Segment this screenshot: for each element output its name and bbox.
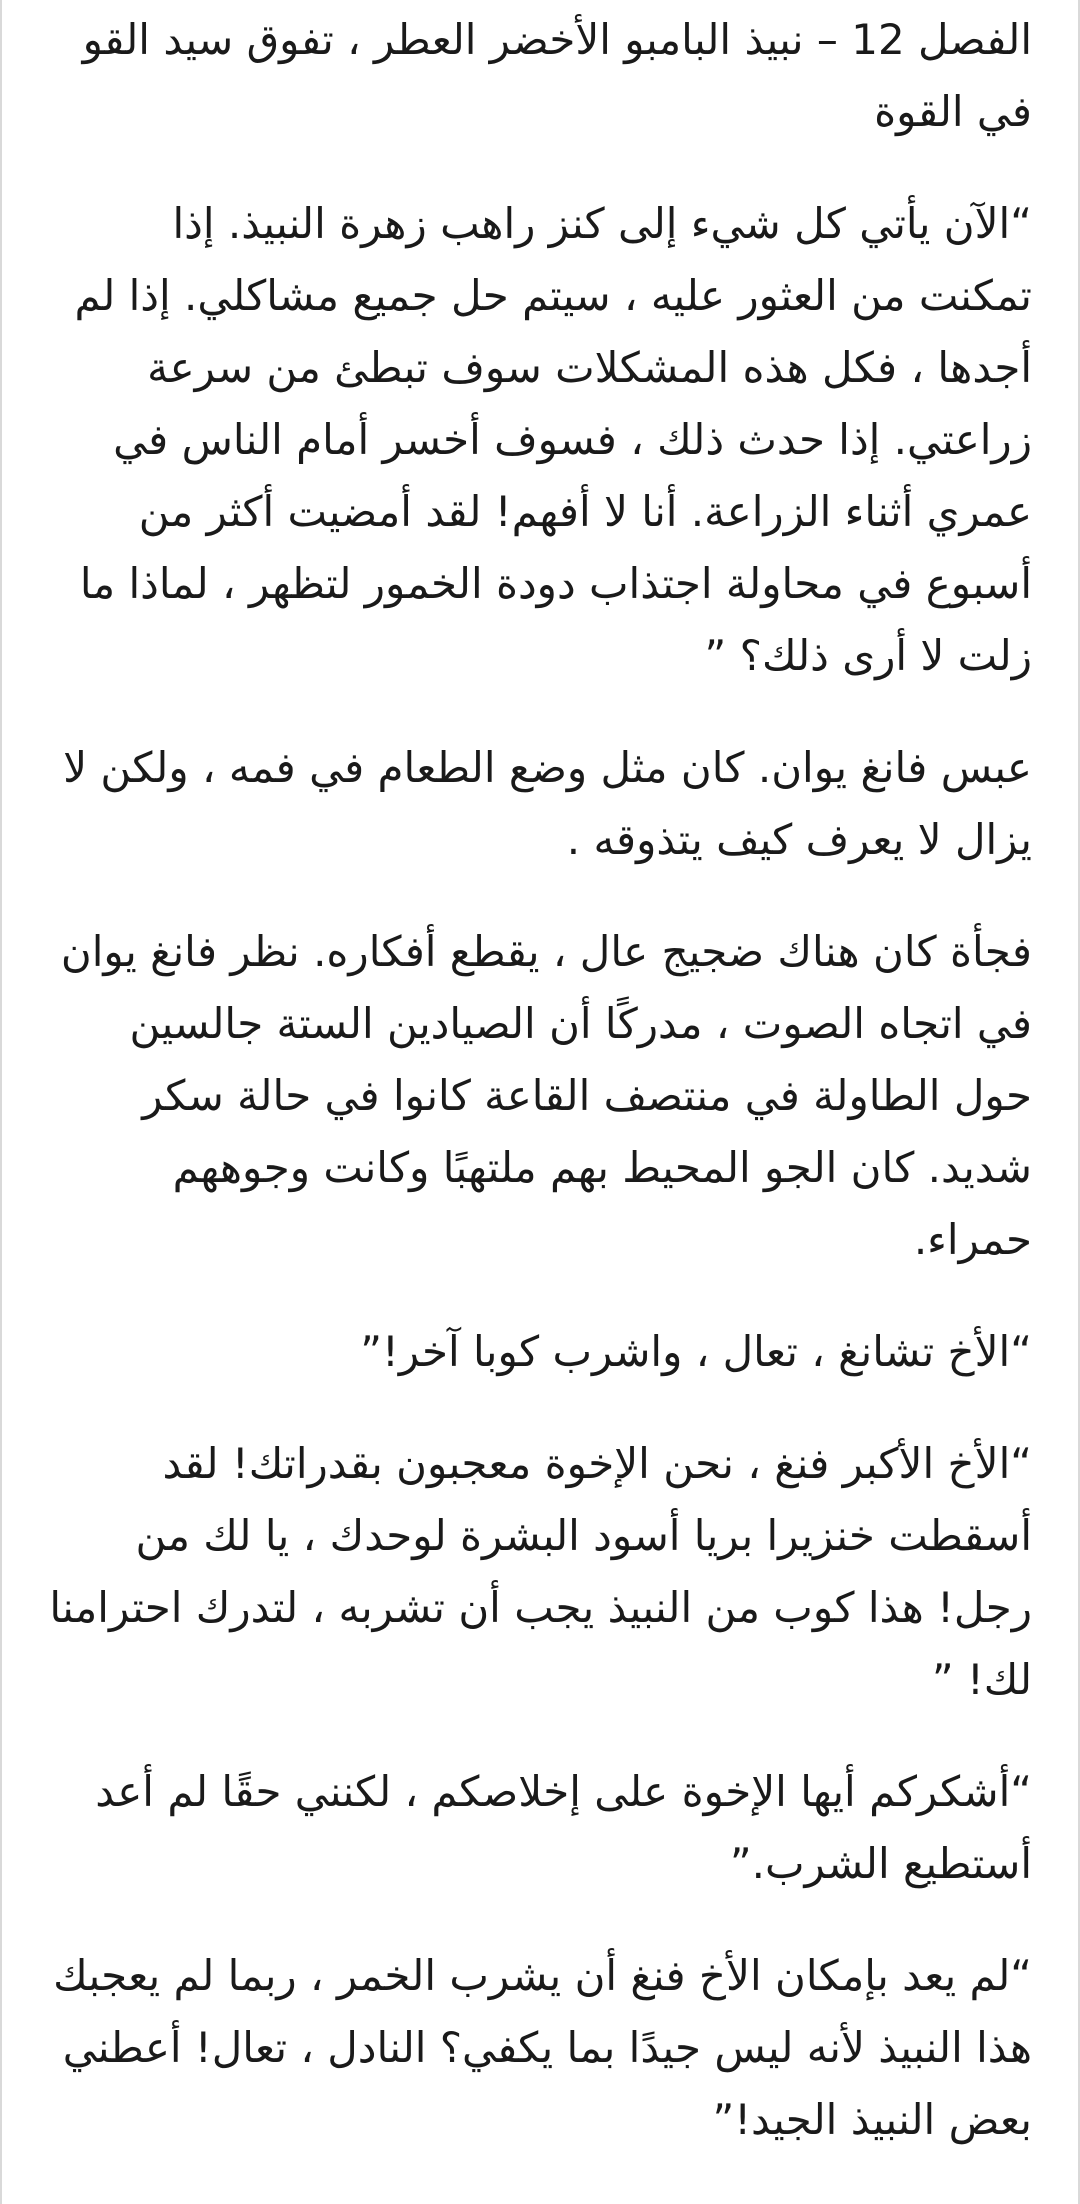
paragraph: “الآن يأتي كل شيء إلى كنز راهب زهرة النبيذ. إذا تمكنت من العثور عليه ، سيتم حل جميع مشاكلي. إذا لم أجدها ، فكل هذه المشكلات سوف تبطئ من سرعة زراعتي. إذا حدث ذلك ، فسوف أخسر أمام الناس في عمري أثناء الزراعة. أنا لا أفهم! لقد أمضيت أكثر من أسبوع في محاولة اجتذاب دودة الخمور لتظهر ، لماذا ما زلت لا أرى ذلك؟ ”: [74, 199, 1032, 680]
paragraph: عبس فانغ يوان. كان مثل وضع الطعام في فمه ، ولكن لا يزال لا يعرف كيف يتذوقه .: [63, 743, 1032, 864]
reading-pane[interactable]: [48, 0, 1032, 2196]
paragraph: “لم يعد بإمكان الأخ فنغ أن يشرب الخمر ، ربما لم يعجبك هذا النبيذ لأنه ليس جيدًا بما يكفي؟ النادل ، تعال! أعطني بعض النبيذ الجيد!”: [53, 1951, 1032, 2144]
paragraph: “الأخ تشانغ ، تعال ، واشرب كوبا آخر!”: [360, 1327, 1032, 1376]
paragraph: “أشكركم أيها الإخوة على إخلاصكم ، لكنني حقًا لم أعد أستطيع الشرب.”: [95, 1767, 1032, 1888]
chapter-title: الفصل 12 – نبيذ البامبو الأخضر العطر ، تفوق سيد القو في القوة: [82, 15, 1032, 136]
paragraph: “الأخ الأكبر فنغ ، نحن الإخوة معجبون بقدراتك! لقد أسقطت خنزيرا بريا أسود البشرة لوحدك ، يا لك من رجل! هذا كوب من النبيذ يجب أن تشربه ، لتدرك احترامنا لك! ”: [49, 1439, 1032, 1704]
page-edge-left: [0, 0, 2, 2204]
paragraph: فجأة كان هناك ضجيج عال ، يقطع أفكاره. نظر فانغ يوان في اتجاه الصوت ، مدركًا أن الصيادين الستة جالسين حول الطاولة في منتصف القاعة كانوا في حالة سكر شديد. كان الجو المحيط بهم ملتهبًا وكانت وجوههم حمراء.: [60, 927, 1032, 1264]
